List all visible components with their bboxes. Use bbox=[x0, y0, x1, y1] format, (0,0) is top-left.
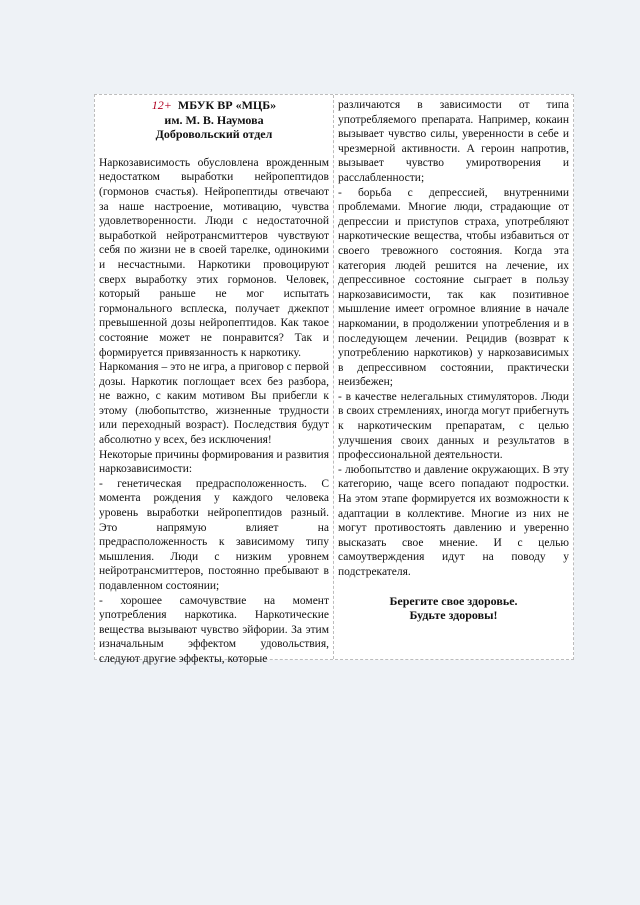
department-name: Добровольский отдел bbox=[155, 127, 273, 142]
org-name: МБУК ВР «МЦБ» bbox=[177, 98, 277, 112]
paragraph: Наркозависимость обусловлена врожденным недостатком выработки нейропептидов (гормонов счастья). Нейропептиды отвечают за наше настроение, мотивацию, чувства удовлетворенности. Люди с недостаточной выработкой нейротрансмиттеров чувствуют себя по жизни не в своей тарелке, одинокими и несчастными. Наркотики провоцируют сверх выработку этих гормонов. Человек, который раньше не мог испытать гормонального всплеска, получает джекпот превышенной дозы нейропептидов. Как такое состояние может не понравится? Так и формируется привязанность к наркотику. bbox=[99, 156, 329, 359]
left-column bbox=[95, 95, 334, 665]
paragraph: - генетическая предрасположенность. С момента рождения у каждого человека уровень выработки нейропептидов разный. Это напрямую влияет на предрасположенность к зависимому типу мышления. Люди с низким уровнем нейротрансмиттеров, постоянно пребывают в подавленном состоянии; bbox=[99, 477, 329, 592]
document-header bbox=[99, 98, 329, 142]
closing-message bbox=[338, 594, 569, 623]
age-rating-badge: 12+ bbox=[151, 98, 172, 112]
header-org-line bbox=[99, 98, 329, 113]
paragraph: Наркомания – это не игра, а приговор с первой дозы. Наркотик поглощает всех без разбора, не важно, с каким мотивом Вы прибегли к этому (любопытство, жизненные трудности или переходный возраст). Последствия будут абсолютно у всех, без исключения! bbox=[99, 361, 329, 447]
closing-line: Берегите свое здоровье. bbox=[389, 593, 518, 608]
paragraph: различаются в зависимости от типа употребляемого препарата. Например, кокаин вызывает чувство силы, уверенности в себе и чрезмерной активности. А героин напротив, вызывает чувство умиротворения и расслабленности; bbox=[338, 99, 569, 184]
library-name: им. М. В. Наумова bbox=[164, 112, 264, 127]
paragraph: Некоторые причины формирования и развития наркозависимости: bbox=[99, 448, 329, 476]
paragraph: - в качестве нелегальных стимуляторов. Люди в своих стремлениях, иногда могут прибегнуть к наркотическим препаратам, с целью улучшения своих данных и результатов в профессиональной деятельности. bbox=[338, 390, 569, 462]
closing-line: Будьте здоровы! bbox=[409, 608, 498, 623]
document-page bbox=[94, 94, 574, 665]
paragraph: - любопытство и давление окружающих. В эту категорию, чаще всего попадают подростки. На этом этапе формируется их возможности к адаптации в коллективе. Многие из них не могут противостоять давлению и уверенно высказать свое мнение. И с целью самоутверждения идут на поводу у подстрекателя. bbox=[338, 463, 569, 578]
paragraph: - хорошее самочувствие на момент употребления наркотика. Наркотические вещества вызывают чувство эйфории. За этим изначальным эффектом удовольствия, следуют другие эффекты, которые bbox=[99, 594, 329, 665]
right-column bbox=[334, 95, 573, 659]
paragraph: - борьба с депрессией, внутренними проблемами. Многие люди, страдающие от депрессии и приступов страха, употребляют наркотические вещества, чтобы избавиться от своего тревожного состояния. Когда эта категория людей решится на лечение, их депрессивное состояние сыграет в пользу наркозависимости, так как позитивное мышление имеет огромное влияние в начале наркомании, в продолжении употребления и в последующем лечении. Рецидив (возврат к употреблению наркотиков) у наркозависимых в депрессивном состоянии, практически неизбежен; bbox=[338, 186, 569, 389]
